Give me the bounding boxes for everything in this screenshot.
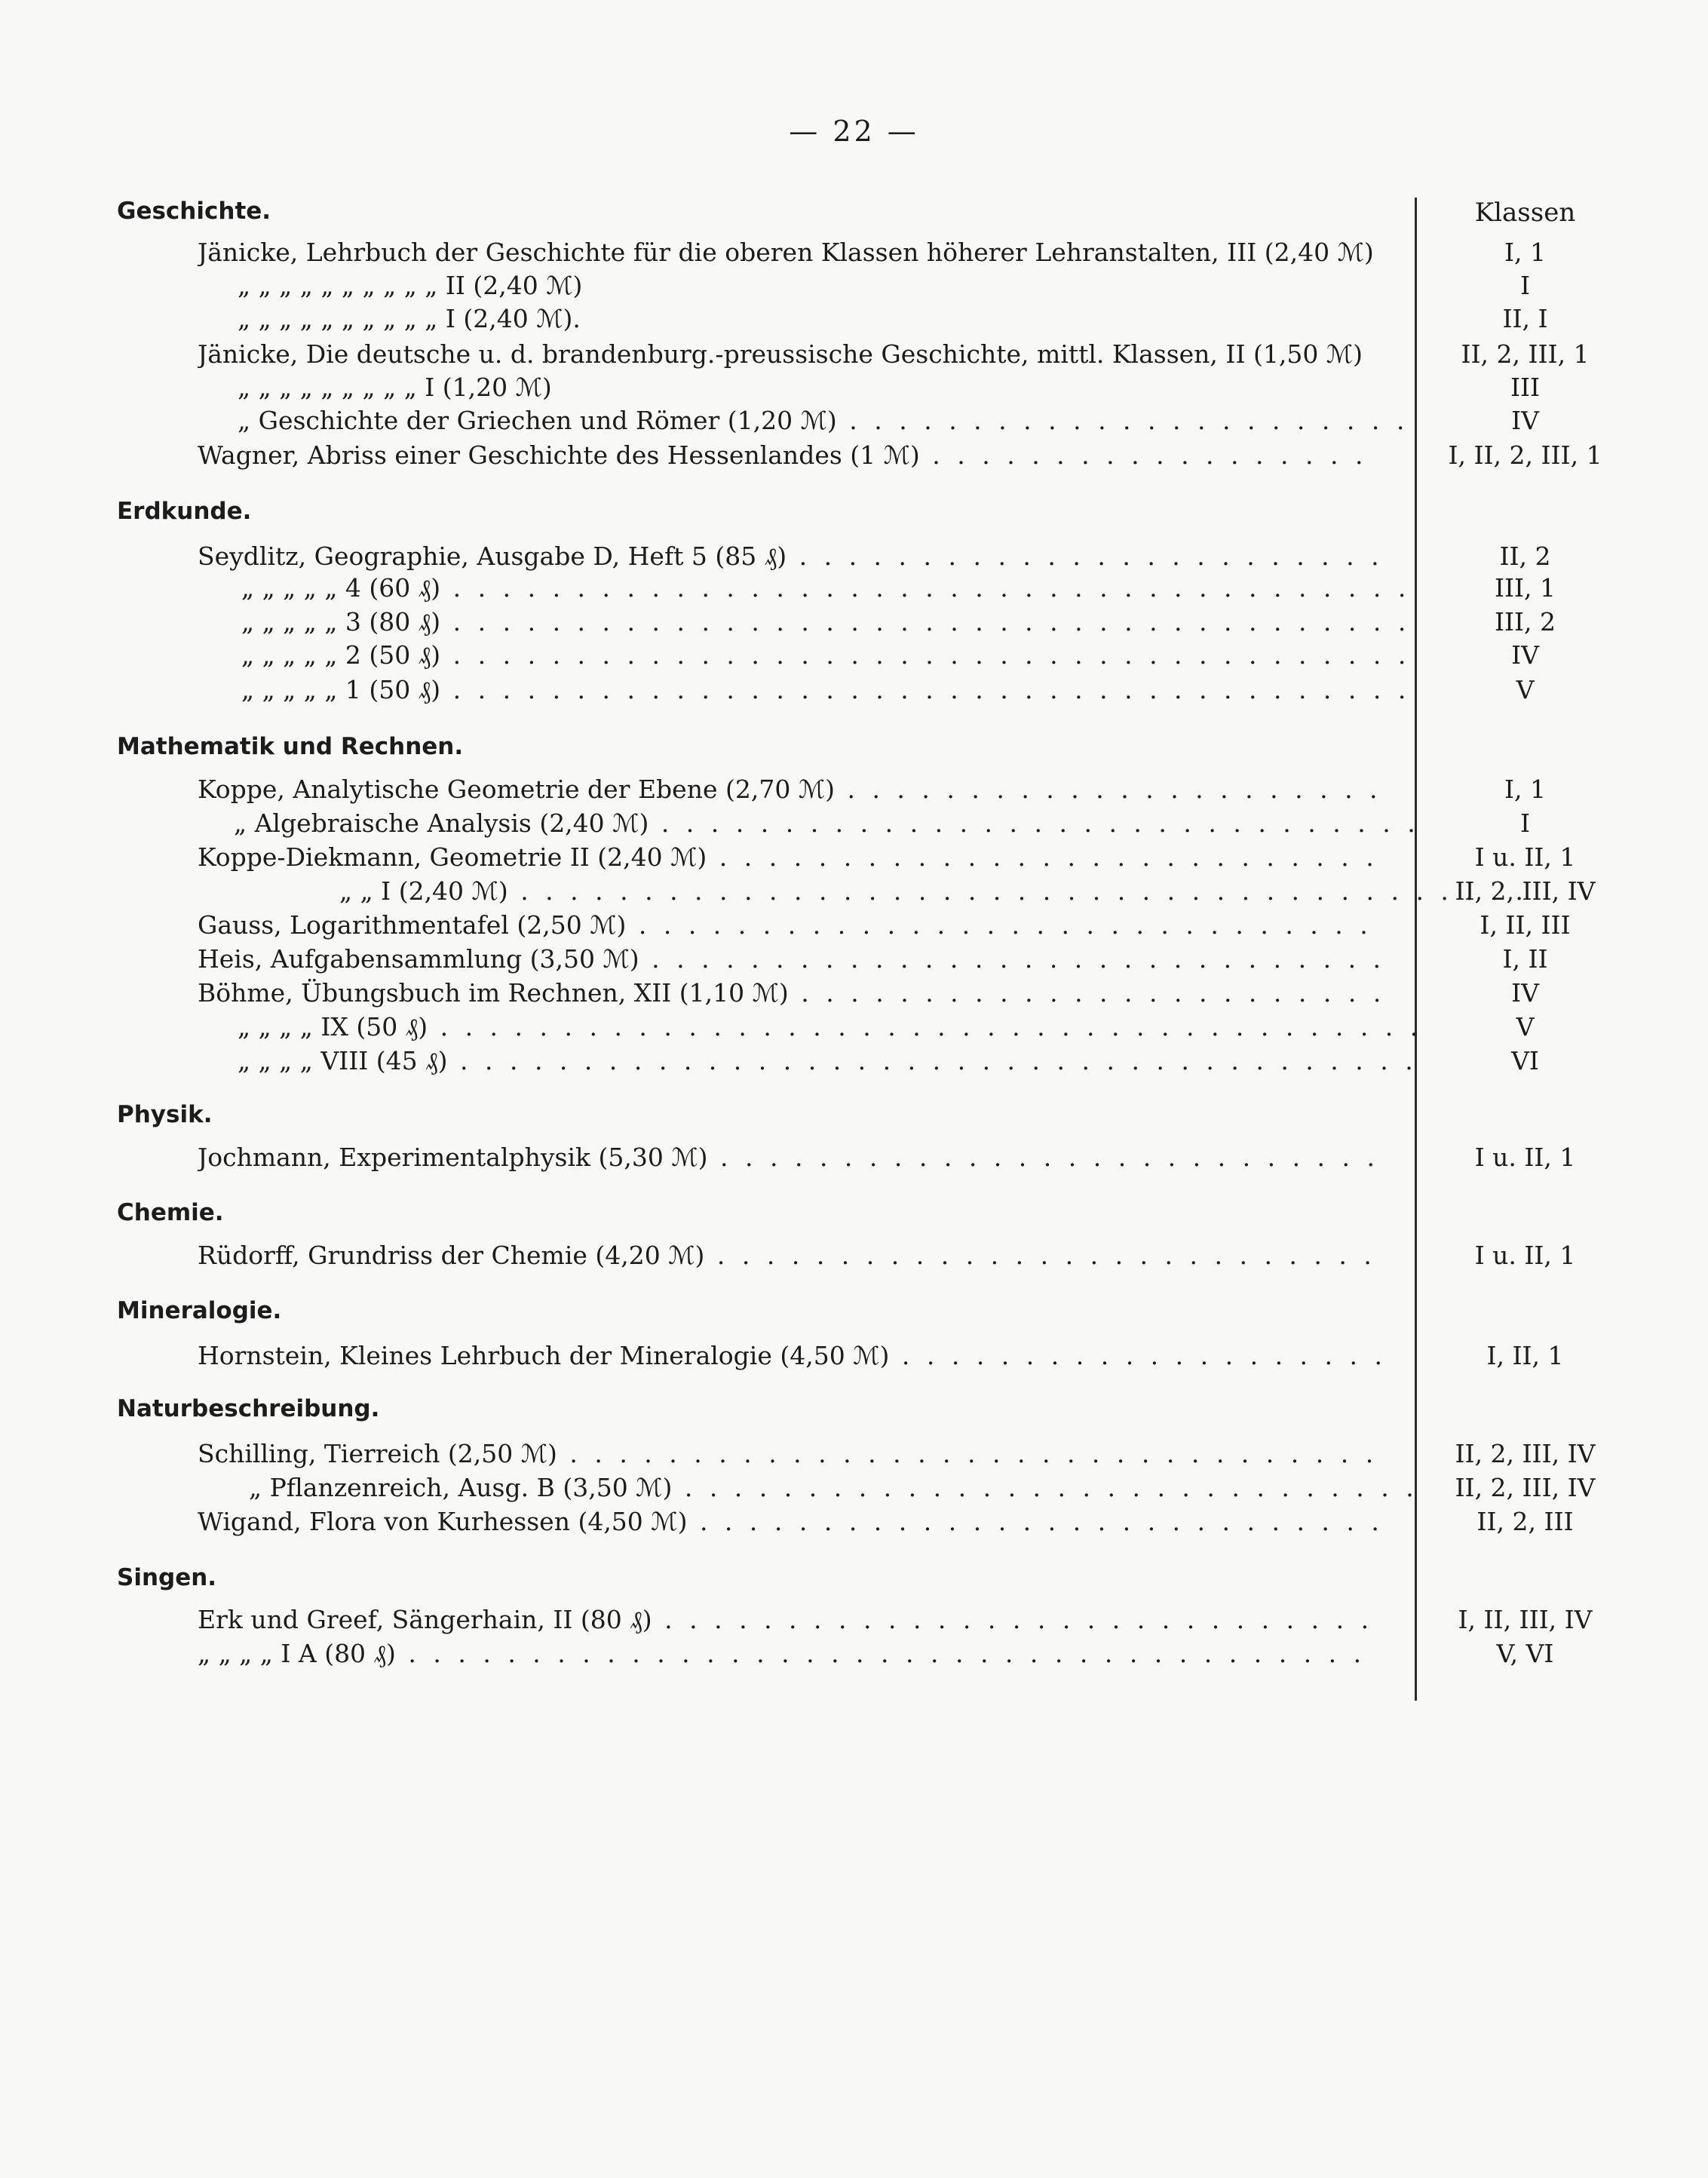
list-item [0,605,1708,640]
list-item [0,302,1708,336]
section-title: Geschichte. [117,198,271,225]
list-item [0,976,1708,1011]
book-entry: „ Algebraische Analysis (2,40 ℳ) . . . [234,806,1416,841]
klassen-cell: II, 2, III, IV [1455,876,1596,906]
book-entry: Wagner, Abriss einer Geschichte des Hessenlandes (1 ℳ) . . . [198,438,1380,473]
klassen-cell: II, 2, III, 1 [1461,339,1590,369]
klassen-cell: I, II, III, IV [1458,1605,1593,1634]
klassen-cell: III, 2 [1494,607,1556,637]
list-item [0,438,1708,473]
klassen-cell: V, VI [1496,1639,1554,1668]
page-number: — 22 — [789,115,919,148]
book-entry: Jänicke, Die deutsche u. d. brandenburg.-preussische Geschichte, mittl. Klassen, II (1,50 ℳ) [198,339,1363,369]
list-item [0,571,1708,606]
list-item [0,806,1708,841]
book-entry: „ Pflanzenreich, Ausg. B (3,50 ℳ) . . . [249,1471,1431,1505]
book-entry: Gauss, Logarithmentafel (2,50 ℳ) . . . [198,908,1380,943]
list-item [0,235,1708,270]
book-entry: „ „ „ „ „ 1 (50 ₰) . . . [241,673,1424,707]
klassen-cell: I, II, III [1480,910,1571,940]
list-item [0,1140,1708,1175]
list-item [0,1505,1708,1539]
klassen-cell: I, II, 1 [1486,1341,1564,1370]
klassen-cell: III, 1 [1494,573,1556,603]
klassen-cell: II, 2, III, IV [1455,1473,1596,1502]
book-entry: Hornstein, Kleines Lehrbuch der Mineralogie (4,50 ℳ) . . . [198,1339,1380,1373]
list-item [0,370,1708,405]
section-title: Mathematik und Rechnen. [117,733,464,760]
section-title: Singen. [117,1564,217,1591]
book-entry: „ „ „ „ I A (80 ₰) . . . [198,1637,1380,1671]
book-entry: „ „ „ „ „ 4 (60 ₰) . . . [241,571,1424,606]
klassen-cell: I, 1 [1504,775,1546,804]
klassen-cell: I u. II, 1 [1474,1143,1576,1172]
klassen-cell: I [1519,808,1531,838]
book-entry: Jänicke, Lehrbuch der Geschichte für die oberen Klassen höherer Lehranstalten, III (2,40 ℳ) [198,238,1374,267]
book-entry: Rüdorff, Grundriss der Chemie (4,20 ℳ) . . . [198,1238,1380,1273]
klassen-cell: I u. II, 1 [1474,842,1576,872]
book-entry: „ „ „ „ „ „ „ „ „ „ II (2,40 ℳ) [238,271,583,300]
klassen-cell: I u. II, 1 [1474,1241,1576,1270]
klassen-cell: I, II [1502,944,1548,974]
klassen-cell: II, 2, III, IV [1455,1439,1596,1468]
book-entry: „ „ „ „ IX (50 ₰) . . . [238,1010,1420,1045]
list-item [0,908,1708,943]
book-entry: Jochmann, Experimentalphysik (5,30 ℳ) . . . [198,1140,1380,1175]
book-entry: Erk und Greef, Sängerhain, II (80 ₰) . . . [198,1603,1380,1637]
list-item [0,638,1708,673]
klassen-cell: IV [1511,406,1539,435]
book-entry: Schilling, Tierreich (2,50 ℳ) . . . [198,1437,1380,1471]
list-item [0,1238,1708,1273]
list-item [0,1637,1708,1671]
section-title: Naturbeschreibung. [117,1395,380,1422]
list-item [0,673,1708,707]
klassen-header: Klassen [1474,198,1576,228]
section-title: Physik. [117,1101,213,1128]
book-entry: Koppe-Diekmann, Geometrie II (2,40 ℳ) . . . [198,840,1380,875]
section-title: Chemie. [117,1199,224,1226]
list-item [0,1471,1708,1505]
book-entry: „ „ „ „ „ „ „ „ „ „ I (2,40 ℳ). [238,304,581,333]
list-item [0,840,1708,875]
list-item [0,268,1708,303]
klassen-cell: IV [1511,640,1539,670]
book-entry: „ „ „ „ „ 3 (80 ₰) . . . [241,605,1424,640]
klassen-cell: VI [1511,1046,1539,1075]
list-item [0,403,1708,438]
klassen-cell: IV [1511,978,1539,1008]
section-title: Erdkunde. [117,498,252,525]
list-item [0,1044,1708,1078]
book-entry: Koppe, Analytische Geometrie der Ebene (2,70 ℳ) . . . [198,772,1380,807]
book-entry: „ „ I (2,40 ℳ) . . . [339,874,1522,909]
list-item [0,539,1708,574]
klassen-cell: I, 1 [1504,238,1546,267]
klassen-cell: I, II, 2, III, 1 [1448,440,1602,470]
klassen-cell: V [1516,1012,1535,1041]
klassen-cell: III [1510,373,1541,402]
list-item [0,874,1708,909]
book-entry: „ Geschichte der Griechen und Römer (1,20 ℳ) . . . [238,403,1420,438]
book-entry: „ „ „ „ „ „ „ „ „ I (1,20 ℳ) [238,373,552,402]
klassen-cell: II, 2, III [1476,1507,1574,1536]
section-title: Mineralogie. [117,1297,282,1324]
book-entry: Böhme, Übungsbuch im Rechnen, XII (1,10 ℳ) . . . [198,976,1380,1011]
book-entry: „ „ „ „ VIII (45 ₰) . . . [238,1044,1420,1078]
list-item [0,772,1708,807]
list-item [0,1437,1708,1471]
book-entry: Wigand, Flora von Kurhessen (4,50 ℳ) . . . [198,1505,1380,1539]
list-item [0,1603,1708,1637]
list-item [0,337,1708,372]
book-entry: Heis, Aufgabensammlung (3,50 ℳ) . . . [198,942,1380,977]
list-item [0,1339,1708,1373]
klassen-cell: II, 2 [1499,541,1551,571]
klassen-cell: I [1519,271,1531,300]
klassen-cell: V [1516,675,1535,704]
book-entry: „ „ „ „ „ 2 (50 ₰) . . . [241,638,1424,673]
book-entry: Seydlitz, Geographie, Ausgabe D, Heft 5 (85 ₰) . . . [198,539,1380,574]
list-item [0,1010,1708,1045]
klassen-cell: II, I [1502,304,1548,333]
list-item [0,942,1708,977]
